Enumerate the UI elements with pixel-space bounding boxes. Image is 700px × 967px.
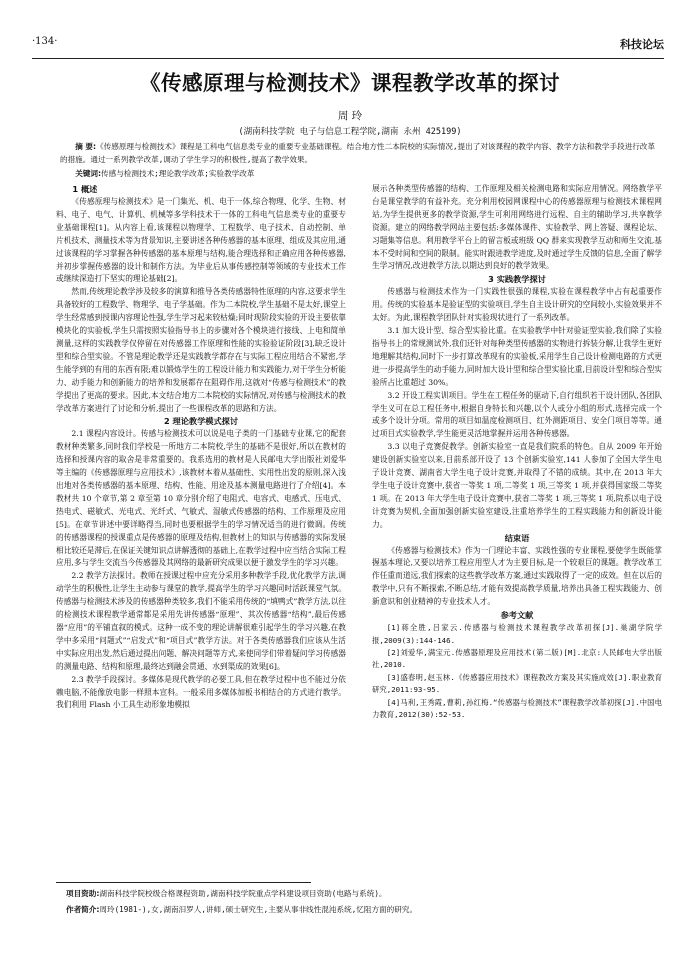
abstract (60, 141, 658, 166)
keywords-text: 传感与检测技术;理论教学改革;实验教学改革 (101, 169, 255, 178)
footnote-funding (66, 888, 387, 899)
bio-text: 周玲(1981-),女,湖南汨罗人,讲师,硕士研究生,主要从事非线性混沌系统,忆阻方面的研究。 (99, 905, 418, 914)
paragraph: 2.3 教学手段探讨。多媒体是现代教学的必要工具,但在教学过程中也不能过分依赖电脑,不能像放电影一样照本宣科。一般采用多媒体加板书相结合的方式进行教学。我们利用 Flash 小工具生动形象地模拟 (56, 674, 346, 710)
keywords-label: 关键词: (75, 169, 102, 178)
funding-text: 湖南科技学院校级合格课程资助,湖南科技学院重点学科建设项目资助(电路与系统)。 (99, 889, 387, 898)
section-heading: 1 概述 (72, 184, 98, 194)
section-heading: 参考文献 (500, 610, 534, 621)
section-heading: 2 理论教学模式探讨 (163, 416, 239, 427)
paragraph: 然而,传统理论教学涉及较多的演算和推导各类传感器特性原理的内容,这要求学生具备较好的工程数学、物理学、电子学基础。作为二本院校,学生基础不是太好,课堂上学生经常感到授课内容理论性强,学生学习起来较枯燥;同时现阶段实验的开设主要依靠模块化的实验板,学生只需按照实验指导书上的步骤对各个模块进行接线、上电和简单测量,这样的实践教学仅停留在对传感器工作原理和性能的实验验证阶段[3],缺乏设计型和综合型实验。不管是理论教学还是实践教学都存在与实际工程应用结合不紧密,学生能学到的有用的东西有限;难以锻炼学生的工程设计能力和实践能力,对于学生分析能力、动手能力和创新能力的培养和发展都存在阻碍作用,这就对“传感与检测技术”的教学提出了更高的要求。因此,本文结合地方二本院校的实际情况,对传感与检测技术的教学改革方案进行了讨论和分析,提出了一些课程改革的思路和方法。 (56, 287, 346, 413)
section-heading: 结束语 (504, 532, 530, 543)
abstract-label: 摘 要: (75, 142, 97, 151)
keywords (60, 168, 658, 179)
footnote-author-bio (66, 904, 417, 915)
header-rule (32, 58, 664, 59)
paragraph: 3.3 以电子竞赛促教学。创新实验室一直是我们院系的特色。自从 2009 年开始建设创新实验室以来,目前系部开设了 13 个创新实验室,141 人参加了全国大学生电子设计竞赛、湖南省大学生电子设计竞赛,并取得了不错的成绩。其中,在 2013 年大学生电子设计竞赛中,获省一等奖 1 项,二等奖 1 项,三等奖 1 项,并获得国家级二等奖 1 项。在 2013 年大学生电子设计竞赛中,获省二等奖 1 项,三等奖 1 项,院系以电子设计竞赛为契机,全面加强创新实验室建设,注重培养学生的工程实践能力和创新设计能力。 (372, 442, 662, 529)
author-affiliation: (湖南科技学院 电子与信息工程学院,湖南 永州 425199) (238, 127, 462, 137)
reference-item: [1]蒋全胜,吕家云.传感器与检测技术课程教学改革初探[J].巢湖学院学报,2009(3):144-146. (372, 623, 662, 645)
right-column (372, 183, 662, 721)
reference-item: [4]马利,王秀霞,曹莉,孙红梅.“传感器与检测技术”课程教学改革初探[J].中国电力教育,2012(30):52-53. (372, 697, 662, 719)
paragraph: 传感器与检测技术作为一门实践性很强的课程,实验在课程教学中占有起重要作用。传统的实验基本是验证型的实验项目,学生自主设计研究的空间较小,实验效果并不太好。为此,课程教学团队针对实验现状进行了一系列改革。 (372, 287, 662, 323)
reference-item: [3]盛春明,赵玉林.《传感器应用技术》课程教改方案及其实施成效[J].职业教育研究,2011:93-95. (372, 672, 662, 695)
footnote-rule (56, 882, 311, 883)
left-column (56, 183, 346, 712)
paragraph: 3.2 开设工程实训项目。学生在工程任务的驱动下,自行组织若干设计团队,各团队学生义可在总工程任务中,根据自身特长和兴趣,以个人或分小组的形式,选择完成一个或多个设计分项。常用的项目如温度检测项目、红外测距项目、安全门项目等等。通过项目式实验教学,学生能更灵活地掌握并运用各种传感器。 (372, 390, 662, 439)
abstract-text: 《传感原理与检测技术》课程是工科电气信息类专业的重要专业基础课程。结合地方性二本院校的实际情况,提出了对该课程的教学内容、教学方法和教学手段进行改革的措施。通过一系列教学改革,调动了学生学习的积极性,提高了教学效果。 (60, 142, 655, 164)
page-header (32, 36, 664, 52)
funding-label: 项目资助: (66, 889, 100, 898)
reference-item: [2]刘爱华,满宝元.传感器原理及应用技术(第二版)[M].北京:人民邮电大学出版社,2010. (372, 647, 662, 670)
paragraph: 《传感器与检测技术》作为一门理论丰富、实践性强的专业课程,要使学生既能掌握基本理论,又要以培养工程应用型人才为主要目标,是一个较艰巨的课题。教学改革工作任重而道远,我们探索的这些教学改革方案,通过实践取得了一定的成效。但在以后的教学中,只有不断探索,不断总结,才能有效提高教学质量,培养出具备工程实践能力、创新意识和创业精神的专业技术人才。 (372, 545, 662, 607)
section-heading: 3 实践教学探讨 (488, 274, 546, 285)
page-number: ·134· (32, 36, 58, 47)
paragraph: 展示各种类型传感器的结构、工作原理及相关检测电路和实际应用情况。网络教学平台是课堂教学的有益补充。充分利用校园网课程中心的传感器原理与检测技术课程网站,为学生提供更多的教学资源,学生可利用网络进行远程、自主的辅助学习,共享教学资源。建立的网络教学网站主要包括:多媒体课件、实验教学、网上答疑、课程论坛、习题集等信息。利用教学平台上的留言板或班级 QQ 群来实现教学互动和师生交流,基本不受时间和空间的限制。能实时跟进教学进度,及时通过学生反馈的信息,全面了解学生学习情况,改进教学方法,以期达到良好的教学效果。 (372, 184, 662, 271)
paragraph: 《传感原理与检测技术》是一门集光、机、电于一体,综合物理、化学、生物、材料、电子、电气、计算机、机械等多学科技术于一体的工科电气信息类专业的重要专业基础课程[1]。从内容上看,该课程以物理学、工程数学、电子技术、自动控制、单片机技术、测量技术等为背景知识,主要讲述各种传感器的基本原理、组成及其应用,通过该课程的学习掌握各种传感器的基本原理与结构,能合理选择和正确应用各种传感器,并初步掌握传感器的设计和制作方法。为毕业后从事传感控制等领域的专业技术工作或继续深造打下坚实的理论基础[2]。 (56, 197, 346, 284)
paragraph: 2.1 课程内容设计。传感与检测技术可以说是电子类的一门基础专业课,它的配套教材种类繁多,同时我们学校是一所地方二本院校,学生的基础不是很好,所以在教材的选择和授课内容的取舍是非常重要的。我系选用的教材是人民邮电大学出版社刘爱华等主编的《传感器原理与应用技术》,该教材本着从基础性、实用性出发的原则,深入浅出地对各类传感器的基本原理、结构、性能、用途及基本测量电路进行了介绍[4]。本教材共 10 个章节,第 2 章至第 10 章分别介绍了电阻式、电容式、电感式、压电式、热电式、磁敏式、光电式、光纤式、气敏式、湿敏式传感器的结构、工作原理及应用[5]。在章节讲述中要详略得当,同时也要根据学生的学习情况适当的进行微调。传统的传感器课程的授课重点是传感器的原理及结构,但教材上的知识与传感器的实际发展相比较还是滞后,在保证关键知识点讲解透彻的基础上,在教学过程中应当结合实际工程应用,多与学生交流当今传感器及其网络的最新研究成果以便于激发学生的学习兴趣。 (56, 429, 346, 568)
author-name: 周 玲 (337, 110, 363, 122)
journal-name: 科技论坛 (620, 38, 664, 51)
paragraph: 2.2 教学方法探讨。教师在授课过程中应充分采用多种教学手段,优化教学方法,调动学生的积极性,让学生主动参与课堂的教学,提高学生的学习兴趣同时活跃课堂气氛。传感器与检测技术涉及的传感器种类较多,我们不能采用传统的“填鸭式”教学方法,以往的检测技术课程教学通常都是采用先讲传感器“原理”、其次传感器“结构”,最后传感器“应用”的平铺直叙的模式。这种一成不变的理论讲解很难引起学生的学习兴趣,在教学中多采用“问题式”“启发式”和“项目式”教学方法。对于各类传感器我们应该从生活中实际应用出发,然后通过提出问题、解决问题等方式,来使同学们带着疑问学习传感器的测量电路、结构和原理,最终达到融会贯通、水到渠成的效果[6]。 (56, 571, 346, 671)
paragraph: 3.1 加大设计型、综合型实验比重。在实验教学中针对验证型实验,我们除了实验指导书上的常规测试外,我们还针对每种类型传感器的实物进行拆装分解,让我学生更好地理解其结构,同时下一步打算改革现有的实验板,采用学生自己设计检测电路的方式更进一步提高学生的动手能力,同时加大设计型和综合型实验比重,目前设计型和综合型实验所占比重超过 30%。 (372, 326, 662, 387)
bio-label: 作者简介: (66, 905, 100, 914)
article-title: 《传感原理与检测技术》课程教学改革的探讨 (140, 71, 560, 95)
